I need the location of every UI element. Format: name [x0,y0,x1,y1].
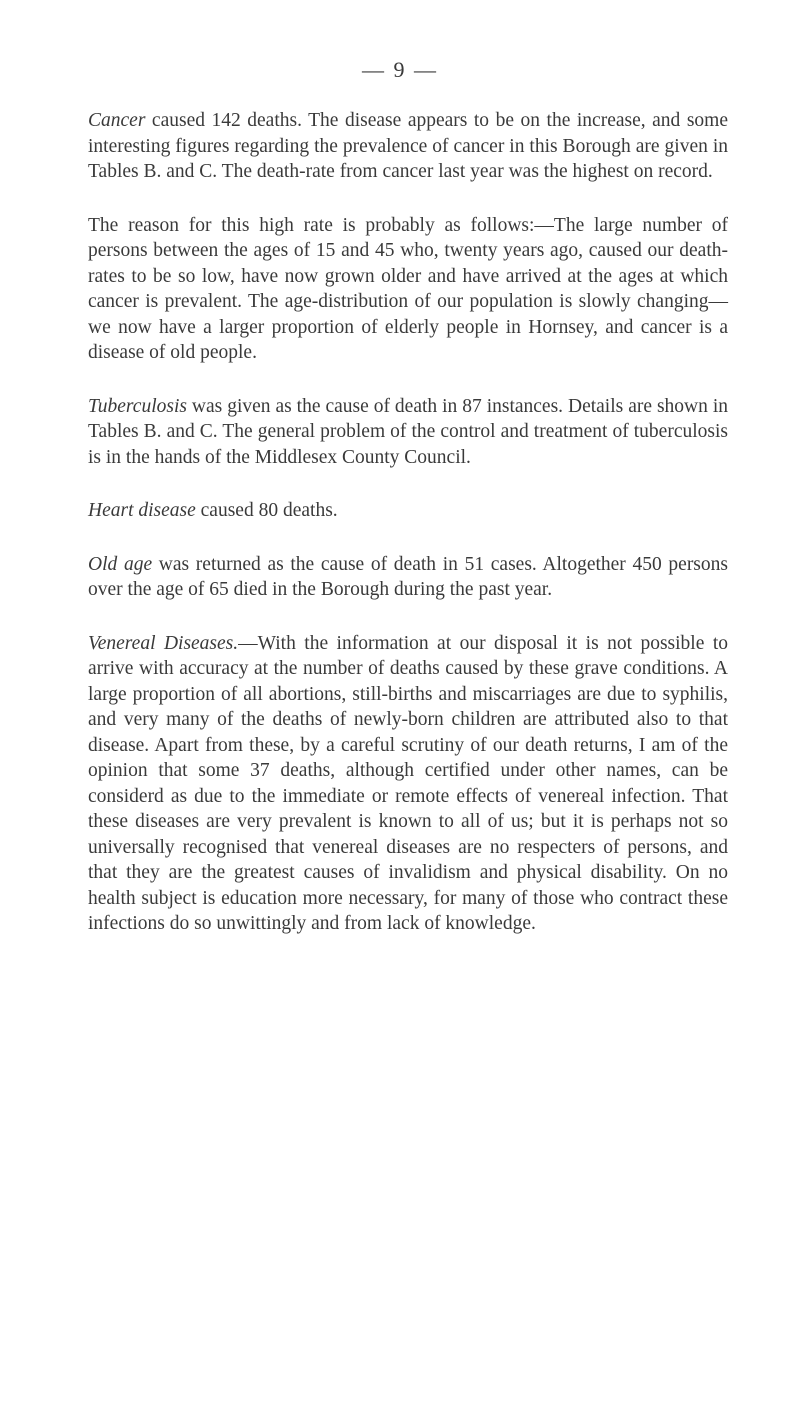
paragraph-text: was given as the cause of death in 87 instances. Details are shown in Tables B. and C. The general problem of the control and treatment of tuberculosis is in the hands of the Middlesex County Council. [88,395,728,468]
paragraph-tuberculosis [88,394,728,471]
paragraph-text: —With the information at our disposal it is not possible to arrive with accuracy at the number of deaths caused by these grave conditions. A large proportion of all abortions, still-births and miscarriages are due to syphilis, and very many of the deaths of newly-born children are attributed also to that disease. Apart from these, by a careful scrutiny of our death returns, I am of the opinion that some 37 deaths, although certified under other names, can be considerd as due to the immediate or remote effects of venereal infection. That these diseases are very prevalent is known to all of us; but it is perhaps not so universally recognised that venereal diseases are no respecters of persons, and that they are the greatest causes of invalidism and physical disability. On no health subject is education more necessary, for many of those who contract these infections do so unwittingly and from lack of knowledge. [88,632,728,934]
paragraph-text: caused 80 deaths. [195,500,338,521]
paragraph-text: was returned as the cause of death in 51 cases. Altogether 450 persons over the age of 65 died in the Borough during the past year. [88,553,728,600]
paragraph-lead: Heart disease [88,500,196,521]
paragraph-heart-disease [88,498,728,524]
paragraph-lead: Venereal Diseases. [88,632,239,654]
paragraph-cancer [88,108,728,185]
paragraph-venereal-diseases [88,631,728,937]
page-number: — 9 — [362,57,438,82]
paragraph-text: caused 142 deaths. The disease appears to be on the increase, and some interesting figures regarding the prevalence of cancer in this Borough are given in Tables B. and C. The death-rate from cancer last year was the highest on record. [88,110,728,182]
paragraph-old-age [88,552,728,603]
paragraph-lead: Tuberculosis [88,395,187,417]
paragraph-lead: Old age [88,553,153,575]
body-text [88,108,728,965]
paragraph-text: The reason for this high rate is probably as follows:—The large number of persons between the ages of 15 and 45 who, twenty years ago, caused our death-rates to be so low, have now grown older and have arrived at the ages at which cancer is prevalent. The age-distribution of our population is slowly changing—we now have a larger proportion of elderly people in Hornsey, and cancer is a disease of old people. [88,214,728,363]
paragraph-lead: Cancer [88,110,146,131]
paragraph-high-rate-reason [88,213,728,366]
